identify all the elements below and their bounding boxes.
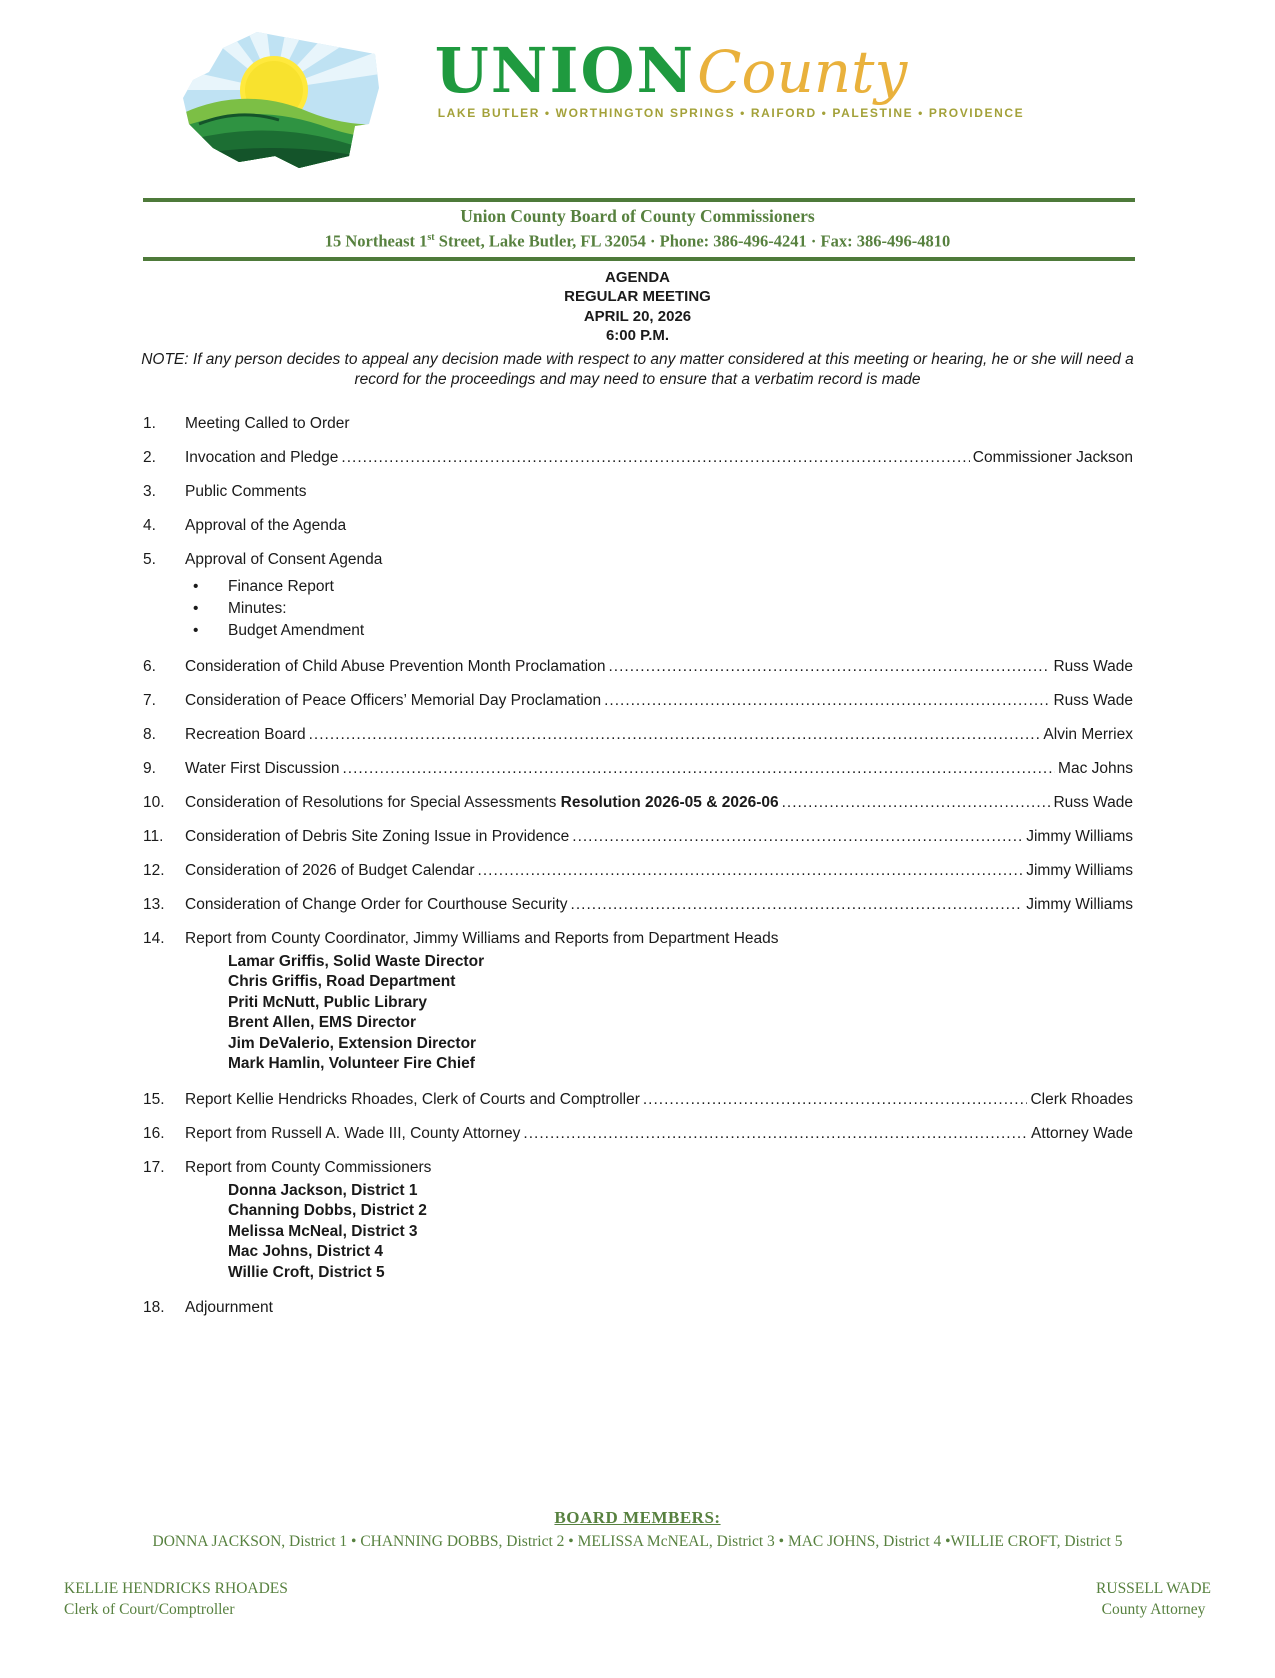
consent-bullet-label: • Minutes: [228,599,287,617]
sub-report-line: Chris Griffis, Road Department [228,973,456,990]
agenda-item-title: Recreation Board [185,725,306,743]
agenda-item-row [143,449,1133,467]
address-suffix: Street, Lake Butler, FL 32054 · Phone: 386-496-4241 · Fax: 386-496-4810 [434,231,951,251]
board-members-title: BOARD MEMBERS: [554,1508,721,1527]
agenda-item-title: Report Kellie Hendricks Rhoades, Clerk of Courts and Comptroller [185,1090,640,1108]
agenda-item-title: Meeting Called to Order [185,414,350,432]
clerk-title: Clerk of Court/Comptroller [64,1601,235,1618]
attorney-name: RUSSELL WADE [1096,1580,1211,1597]
sub-report-line: Mac Johns, District 4 [228,1243,384,1260]
presenter-name: Jimmy Williams [1026,861,1133,879]
agenda-item-row [143,896,1133,914]
agenda-item-number: 15. [143,1090,165,1108]
dot-leader [342,760,1055,778]
agenda-item-number: 9. [143,759,156,777]
footer [0,1508,1275,1620]
agenda-list [143,415,1133,1318]
agenda-item-title: Public Comments [185,482,307,500]
agenda-item-number: 8. [143,725,156,743]
agenda-item-number: 5. [143,550,156,568]
agenda-item-title: Adjournment [185,1299,273,1316]
agenda-item-1 [143,415,1133,433]
agenda-item-title: Water First Discussion [185,759,340,777]
meeting-heading-date: APRIL 20, 2026 [583,307,692,325]
agenda-item-number: 16. [143,1124,165,1142]
board-members-line: DONNA JACKSON, District 1 • CHANNING DOBBS, District 2 • MELISSA McNEAL, District 3 • MAC JOHNS, District 4 •WILLIE CROFT, District 5 [152,1533,1123,1550]
agenda-item-number: 1. [143,414,156,432]
agenda-item-title: Approval of the Agenda [185,516,347,534]
logo-header [0,28,1239,172]
agenda-item-16 [143,1125,1133,1143]
agenda-item-14 [143,930,1133,1075]
agenda-item-17 [143,1159,1133,1284]
agenda-item-title: Consideration of Debris Site Zoning Issue in Providence [185,827,570,845]
agenda-item-12 [143,862,1133,880]
agenda-item-row [143,483,1133,501]
consent-bullet-item [193,598,1133,620]
agenda-item-title: Approval of Consent Agenda [185,550,383,568]
agenda-item-row [143,862,1133,880]
agenda-item-3 [143,483,1133,501]
dot-leader [572,828,1023,846]
agenda-page [0,28,1275,1678]
agenda-item-row [143,517,1133,535]
divider-rule-bottom [143,257,1135,261]
logo-text-union: UNION [434,34,696,107]
agenda-item-number: 13. [143,895,165,913]
agenda-item-row [143,658,1133,676]
agenda-item-title: Consideration of Child Abuse Prevention Month Proclamation [185,657,606,675]
logo-text-county: County [697,38,908,106]
org-address [0,227,1275,252]
agenda-item-18 [143,1299,1133,1317]
address-prefix: 15 Northeast 1 [324,231,428,251]
presenter-name: Russ Wade [1053,691,1133,709]
consent-bullet-item [193,620,1133,642]
meeting-heading [0,268,1275,346]
agenda-item-7 [143,692,1133,710]
presenter-name: Jimmy Williams [1026,827,1133,845]
agenda-item-number: 14. [143,929,165,947]
agenda-item-row [143,1091,1133,1109]
agenda-item-title: Report from County Coordinator, Jimmy Williams and Reports from Department Heads [185,929,779,947]
agenda-item-13 [143,896,1133,914]
agenda-item-number: 10. [143,793,165,811]
sub-report-line: Priti McNutt, Public Library [228,993,427,1011]
dot-leader [604,692,1050,710]
agenda-item-number: 6. [143,657,156,675]
agenda-item-10 [143,794,1133,812]
presenter-name: Alvin Merriex [1043,725,1133,743]
attorney-signature-block [1096,1578,1211,1620]
sub-report-line: Mark Hamlin, Volunteer Fire Chief [228,1055,475,1072]
agenda-item-title: Report from Russell A. Wade III, County Attorney [185,1124,521,1142]
consent-bullet-item [193,576,1133,598]
dot-leader [309,726,1041,744]
sub-report-line: Channing Dobbs, District 2 [228,1202,427,1219]
presenter-name: Clerk Rhoades [1030,1090,1133,1108]
agenda-item-row [143,1159,1133,1177]
agenda-item-2 [143,449,1133,467]
agenda-item-6 [143,658,1133,676]
sub-report-line: Jim DeValerio, Extension Director [228,1034,477,1052]
logo-tagline: LAKE BUTLER • WORTHINGTON SPRINGS • RAIFORD • PALESTINE • PROVIDENCE [437,106,1025,120]
meeting-heading-time: 6:00 P.M. [605,327,670,344]
agenda-item-row [143,794,1133,812]
dot-leader [782,794,1051,812]
agenda-item-title: Consideration of 2026 of Budget Calendar [185,861,475,879]
logo-wordmark [435,28,1025,120]
agenda-item-15 [143,1091,1133,1109]
agenda-item-4 [143,517,1133,535]
agenda-item-row [143,1299,1133,1317]
agenda-item-5 [143,551,1133,642]
agenda-item-number: 2. [143,448,156,466]
agenda-item-number: 18. [143,1299,165,1316]
agenda-item-title-bold: Resolution 2026-05 & 2026-06 [560,793,779,811]
agenda-item-title: Invocation and Pledge [185,448,339,466]
consent-bullet-label: • Budget Amendment [228,621,365,639]
presenter-name: Attorney Wade [1031,1124,1133,1142]
union-county-logo-icon [179,28,429,170]
presenter-name: Mac Johns [1058,759,1133,777]
agenda-item-row [143,1125,1133,1143]
sub-report-line: Lamar Griffis, Solid Waste Director [228,952,485,970]
dot-leader [523,1125,1028,1143]
agenda-item-number: 17. [143,1158,165,1176]
sub-report-line: Brent Allen, EMS Director [228,1014,417,1031]
agenda-item-row [143,551,1133,569]
dot-leader [341,449,969,467]
sub-report-line: Melissa McNeal, District 3 [228,1222,418,1240]
appeal-note: NOTE: If any person decides to appeal any decision made with respect to any matter considered at this meeting or hearing, he or she will need a record for the proceedings and may need to ensure that a verbatim record is made [141,350,1134,388]
dot-leader [571,896,1024,914]
agenda-item-title: Report from County Commissioners [185,1158,432,1176]
agenda-item-title: Consideration of Peace Officers’ Memorial Day Proclamation [185,691,602,709]
agenda-item-row [143,760,1133,778]
agenda-item-11 [143,828,1133,846]
agenda-item-number: 3. [143,482,156,500]
agenda-item-number: 7. [143,691,156,709]
agenda-item-9 [143,760,1133,778]
agenda-item-8 [143,726,1133,744]
attorney-title: County Attorney [1101,1601,1206,1618]
dot-leader [608,658,1050,676]
agenda-item-row [143,828,1133,846]
consent-agenda-bullets [193,576,1133,642]
clerk-signature-block [64,1578,288,1620]
consent-bullet-label: • Finance Report [228,577,334,595]
org-name: Union County Board of County Commissioners [460,206,815,226]
agenda-item-row [143,930,1133,948]
sub-report-line: Donna Jackson, District 1 [228,1181,418,1199]
presenter-name: Russ Wade [1053,657,1133,675]
presenter-name: Russ Wade [1053,793,1133,811]
sub-report-list [228,1181,1133,1284]
address-superscript: st [427,232,435,243]
presenter-name: Jimmy Williams [1026,895,1133,913]
meeting-heading-type: REGULAR MEETING [564,288,711,305]
clerk-name: KELLIE HENDRICKS RHOADES [64,1580,288,1597]
org-block [0,202,1275,257]
meeting-heading-agenda: AGENDA [604,268,670,286]
agenda-item-number: 11. [143,827,164,845]
agenda-item-row [143,726,1133,744]
sub-report-list [228,952,1133,1075]
presenter-name: Commissioner Jackson [972,448,1133,466]
agenda-item-number: 12. [143,861,165,879]
dot-leader [478,862,1024,880]
sub-report-line: Willie Croft, District 5 [228,1263,385,1281]
agenda-item-title: Consideration of Change Order for Courthouse Security [185,895,568,913]
agenda-item-title: Consideration of Resolutions for Special Assessments Resolution 2026-05 & 2026-06 [185,793,779,811]
agenda-item-number: 4. [143,516,156,534]
agenda-item-row [143,692,1133,710]
agenda-item-row [143,415,1133,433]
dot-leader [643,1091,1028,1109]
